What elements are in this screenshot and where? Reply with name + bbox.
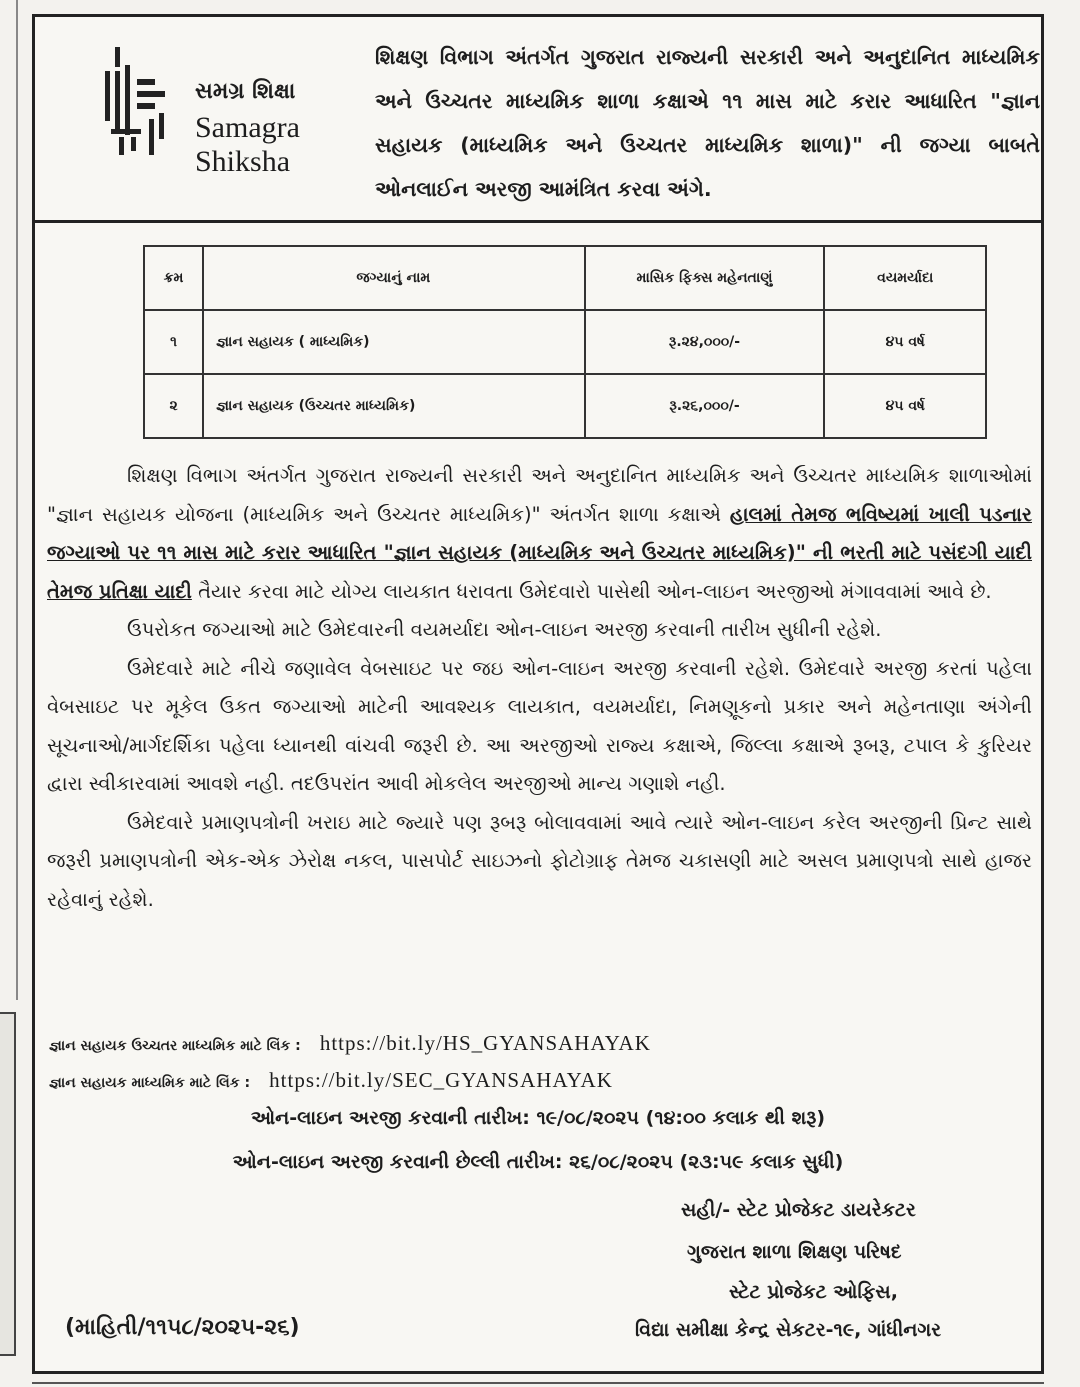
page-edge-line (16, 0, 18, 1000)
logo-mark-icon (75, 47, 171, 157)
paragraph-1-underlined: હાલમાં તેમજ ભવિષ્યમાં ખાલી પડનાર જગ્યાઓ પર ૧૧ માસ માટે કરાર આધારિત "જ્ઞાન સહાયક (માધ્યમિક અને ઉચ્ચતર માધ્યમિક)" ની ભરતી માટે પસંદગી યાદી તેમજ પ્રતિક્ષા યાદી (47, 502, 1032, 603)
reference-number: (માહિતી/૧૧૫૮/૨૦૨૫-૨૬) (65, 1315, 300, 1340)
link-row-sec (49, 1068, 613, 1093)
cell-pay: રૂ.૨૬,૦૦૦/- (585, 374, 825, 438)
col-header-age: વયમર્યાદા (824, 246, 986, 310)
link-url-sec[interactable]: https://bit.ly/SEC_GYANSAHAYAK (269, 1068, 613, 1092)
bottom-divider (32, 1382, 1044, 1384)
paragraph-1-start: શિક્ષણ વિભાગ અંતર્ગત ગુજરાત રાજ્યની સરકારી અને અનુદાનિત માધ્યમિક અને ઉચ્ચતર માધ્યમિક શાળાઓમાં "જ્ઞાન સહાયક યોજના (માધ્યમિક અને ઉચ્ચતર માધ્યમિક)" અંતર્ગત શાળા કક્ષાએ (47, 464, 1032, 526)
logo-text-gujarati: સમગ્ર શિક્ષા (195, 79, 296, 104)
signature-line-4: વિદ્યા સમીક્ષા કેન્દ્ર સેકટર-૧૯, ગાંધીનગર (635, 1319, 942, 1341)
cell-pay: રૂ.૨૪,૦૦૦/- (585, 310, 825, 374)
signature-line-3: સ્ટેટ પ્રોજેકટ ઓફિસ, (729, 1281, 898, 1303)
table-row (144, 310, 986, 374)
signature-line-1: સહી/- સ્ટેટ પ્રોજેકટ ડાયરેકટર (681, 1199, 916, 1221)
link-label-sec: જ્ઞાન સહાયક માધ્યમિક માટે લિંક : (49, 1075, 251, 1091)
cell-age: ૪૫ વર્ષ (824, 374, 986, 438)
paragraph-1-end: તૈયાર કરવા માટે યોગ્ય લાયકાત ધરાવતા ઉમેદવારો પાસેથી ઓન-લાઇન અરજીઓ મંગાવવામાં આવે છે. (191, 579, 992, 603)
col-header-sr: ક્રમ (144, 246, 203, 310)
application-end-date: ઓન-લાઇન અરજી કરવાની છેલ્લી તારીખ: ૨૬/૦૮/૨૦૨૫ (૨૩:૫૯ કલાક સુધી) (232, 1151, 844, 1173)
notice-title: શિક્ષણ વિભાગ અંતર્ગત ગુજરાત રાજ્યની સરકારી અને અનુદાનિત માધ્યમિક અને ઉચ્ચતર માધ્યમિક શાળા કક્ષાએ ૧૧ માસ માટે કરાર આધારિત "જ્ઞાન સહાયક (માધ્યમિક અને ઉચ્ચતર માધ્યમિક શાળા)" ની જગ્યા બાબતે ઓનલાઈન અરજી આમંત્રિત કરવા અંગે. (375, 45, 1040, 201)
paragraph-1 (47, 457, 1032, 611)
posts-table (143, 245, 987, 439)
adjacent-column-edge (0, 1012, 16, 1356)
table-header-row (144, 246, 986, 310)
samagra-shiksha-logo (75, 47, 375, 178)
signature-line-2: ગુજરાત શાળા શિક્ષણ પરિષદ (687, 1241, 902, 1263)
paragraph-2: ઉપરોકત જગ્યાઓ માટે ઉમેદવારની વયમર્યાદા ઓન-લાઇન અરજી કરવાની તારીખ સુધીની રહેશે. (127, 618, 882, 641)
cell-post: જ્ઞાન સહાયક (ઉચ્ચતર માધ્યમિક) (203, 374, 584, 438)
link-row-hs (49, 1031, 651, 1056)
paragraph-4: ઉમેદવારે પ્રમાણપત્રોની ખરાઇ માટે જ્યારે પણ રૂબરૂ બોલાવવામાં આવે ત્યારે ઓન-લાઇન કરેલ અરજીની પ્રિન્ટ સાથે જરૂરી પ્રમાણપત્રોની એક-એક ઝેરોક્ષ નકલ, પાસપોર્ટ સાઇઝનો ફોટોગ્રાફ તેમજ ચકાસણી માટે અસલ પ્રમાણપત્રો સાથે હાજર રહેવાનું રહેશે. (47, 810, 1032, 911)
paragraph-3: ઉમેદવારે માટે નીચે જણાવેલ વેબસાઇટ પર જઇ ઓન-લાઇન અરજી કરવાની રહેશે. ઉમેદવારે અરજી કરતાં પહેલા વેબસાઇટ પર મૂકેલ ઉકત જગ્યાઓ માટેની આવશ્યક લાયકાત, વયમર્યાદા, નિમણૂકનો પ્રકાર અને મહેનતાણા અંગેની સૂચનાઓ/માર્ગદર્શિકા પહેલા ધ્યાનથી વાંચવી જરૂરી છે. આ અરજીઓ રાજ્ય કક્ષાએ, જિલ્લા કક્ષાએ રૂબરૂ, ટપાલ કે કુરિયર દ્વારા સ્વીકારવામાં આવશે નહી. તદઉપરાંત આવી મોકલેલ અરજીઓ માન્ય ગણાશે નહી. (47, 656, 1032, 795)
cell-sr: ૨ (144, 374, 203, 438)
notice-body (47, 457, 1032, 919)
link-label-hs: જ્ઞાન સહાયક ઉચ્ચતર માધ્યમિક માટે લિંક : (49, 1038, 301, 1054)
link-url-hs[interactable]: https://bit.ly/HS_GYANSAHAYAK (319, 1031, 651, 1055)
notice-header (35, 17, 1041, 223)
table-row (144, 374, 986, 438)
logo-text-english: Samagra Shiksha (195, 111, 300, 178)
notice-frame (32, 14, 1044, 1374)
col-header-post: જગ્યાનું નામ (203, 246, 584, 310)
application-start-date: ઓન-લાઇન અરજી કરવાની તારીખ: ૧૯/૦૮/૨૦૨૫ (૧૪:૦૦ કલાક થી શરૂ) (250, 1107, 826, 1129)
col-header-pay: માસિક ફિક્સ મહેનતાણું (585, 246, 825, 310)
cell-post: જ્ઞાન સહાયક ( માધ્યમિક) (203, 310, 584, 374)
cell-age: ૪૫ વર્ષ (824, 310, 986, 374)
cell-sr: ૧ (144, 310, 203, 374)
